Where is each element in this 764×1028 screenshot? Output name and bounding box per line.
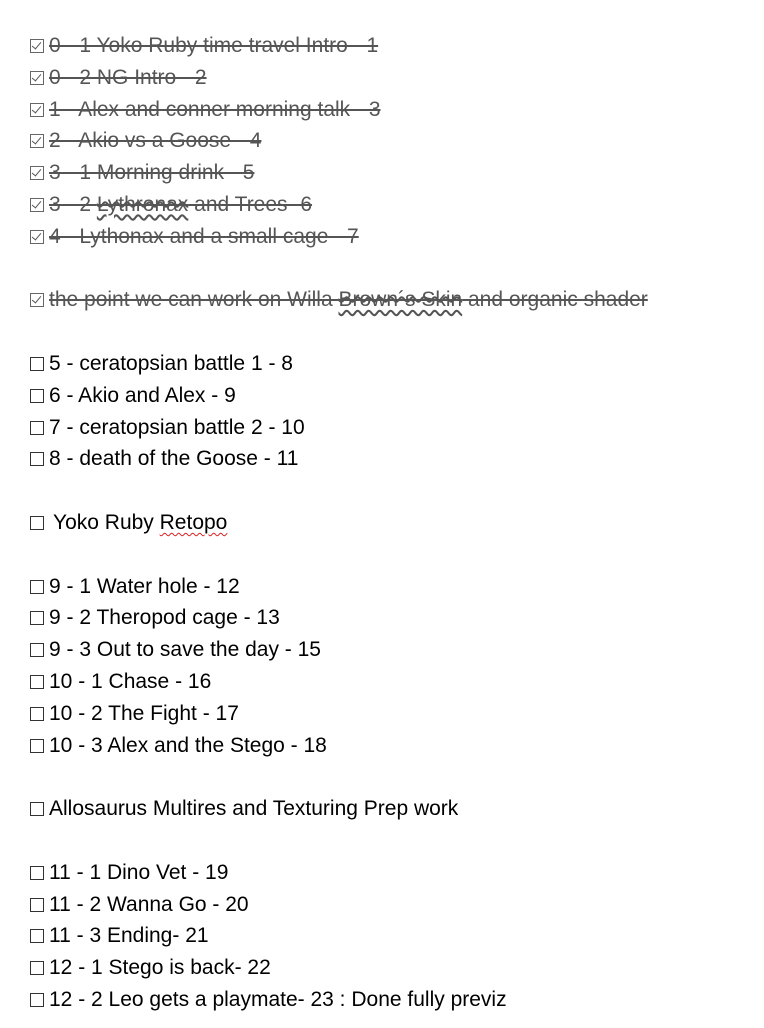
checklist-item-text [49,797,458,820]
unchecked-checkbox-icon[interactable] [30,929,44,943]
unchecked-checkbox-icon[interactable] [30,516,44,530]
spellcheck-flagged-word: Lythronax [96,192,189,216]
checklist-item-text [49,193,312,216]
text-run: the point we can work on Willa [49,288,339,312]
text-run: 3 - 2 [49,192,97,216]
text-run: 1 - Alex and conner morning talk - 3 [49,97,381,121]
checked-checkbox-icon[interactable] [30,39,44,53]
unchecked-checkbox-icon[interactable] [30,739,44,753]
checked-checkbox-icon[interactable] [30,134,44,148]
checklist-item [30,507,760,539]
checklist-item [30,62,760,94]
checked-checkbox-icon[interactable] [30,198,44,212]
unchecked-checkbox-icon[interactable] [30,866,44,880]
checklist-item [30,189,760,221]
checklist-item [30,952,760,984]
checklist-item-text [49,861,228,884]
text-run: 12 - 1 Stego is back- 22 [49,956,271,980]
checklist-document [30,30,760,1016]
text-run: 0 - 1 Yoko Ruby time travel Intro - 1 [49,34,379,57]
checklist-item [30,221,760,253]
checklist-item-text [49,956,271,979]
checked-checkbox-icon[interactable] [30,103,44,117]
checklist-item-text [49,924,209,947]
text-run: 9 - 1 Water hole - 12 [49,574,240,598]
checklist-item-text [49,384,236,407]
text-run: 10 - 3 Alex and the Stego - 18 [49,733,327,757]
blank-line [30,825,760,857]
text-run: 11 - 1 Dino Vet - 19 [49,860,229,884]
checklist-item [30,698,760,730]
checklist-item-text [49,575,240,598]
unchecked-checkbox-icon[interactable] [30,357,44,371]
checklist-item-text [49,988,507,1011]
checklist-item [30,889,760,921]
checklist-item [30,125,760,157]
checklist-item-text [49,638,321,661]
checklist-item [30,730,760,762]
text-run: 12 - 2 Leo gets a playmate- 23 : Done fully previz [49,987,507,1011]
checklist-item-text [49,34,378,57]
unchecked-checkbox-icon[interactable] [30,580,44,594]
checklist-item-text [49,416,305,439]
text-run: Yoko Ruby [53,510,160,534]
checklist-item [30,571,760,603]
unchecked-checkbox-icon[interactable] [30,898,44,912]
checklist-item-text [49,702,239,725]
checklist-item-text [53,511,227,534]
text-run: 11 - 3 Ending- 21 [49,924,209,948]
checklist-item-text [49,670,211,693]
checklist-item [30,793,760,825]
text-run: 0 - 2 NG Intro - 2 [49,65,207,89]
text-run: 2 - Akio vs a Goose - 4 [49,129,262,153]
checklist-item-text [49,447,298,470]
checklist-item [30,30,760,62]
unchecked-checkbox-icon[interactable] [30,961,44,975]
checklist-item [30,94,760,126]
checked-checkbox-icon[interactable] [30,293,44,307]
unchecked-checkbox-icon[interactable] [30,389,44,403]
text-run: 5 - ceratopsian battle 1 - 8 [49,351,293,375]
checklist-item-text [49,734,327,757]
checklist-item [30,284,760,316]
checklist-item-text [49,225,359,248]
text-run: 3 - 1 Morning drink - 5 [49,161,255,185]
checked-checkbox-icon[interactable] [30,166,44,180]
spellcheck-flagged-word: Brown´s Skin [338,288,463,312]
checklist-item [30,634,760,666]
unchecked-checkbox-icon[interactable] [30,675,44,689]
text-run: and organic shader [462,288,648,312]
checklist-item-text [49,893,249,916]
checklist-item [30,920,760,952]
text-run: 10 - 1 Chase - 16 [49,669,212,693]
blank-line [30,539,760,571]
checklist-item-text [49,352,293,375]
checklist-item-text [49,161,254,184]
checklist-item [30,984,760,1016]
unchecked-checkbox-icon[interactable] [30,802,44,816]
checklist-item [30,443,760,475]
checklist-item-text [49,288,648,311]
checklist-item [30,666,760,698]
checklist-item [30,602,760,634]
text-run: Allosaurus Multires and Texturing Prep work [49,797,459,821]
unchecked-checkbox-icon[interactable] [30,643,44,657]
blank-line [30,761,760,793]
checked-checkbox-icon[interactable] [30,230,44,244]
blank-line [30,253,760,285]
text-run: 9 - 3 Out to save the day - 15 [49,638,321,662]
checklist-item [30,157,760,189]
checked-checkbox-icon[interactable] [30,71,44,85]
text-run: 9 - 2 Theropod cage - 13 [49,606,280,630]
text-run: and Trees- 6 [188,192,313,216]
blank-line [30,475,760,507]
checklist-item [30,380,760,412]
text-run: 4 - Lythonax and a small cage - 7 [49,224,359,248]
checklist-item-text [49,98,381,121]
text-run: 8 - death of the Goose - 11 [49,447,299,471]
spellcheck-flagged-word: Retopo [159,510,228,534]
checklist-item [30,412,760,444]
unchecked-checkbox-icon[interactable] [30,421,44,435]
text-run: 6 - Akio and Alex - 9 [49,383,236,407]
unchecked-checkbox-icon[interactable] [30,611,44,625]
checklist-item-text [49,129,261,152]
text-run: 7 - ceratopsian battle 2 - 10 [49,415,305,439]
checklist-item-text [49,66,207,89]
checklist-item [30,348,760,380]
unchecked-checkbox-icon[interactable] [30,707,44,721]
unchecked-checkbox-icon[interactable] [30,452,44,466]
text-run: 10 - 2 The Fight - 17 [49,701,239,725]
checklist-item-text [49,606,280,629]
text-run: 11 - 2 Wanna Go - 20 [49,892,249,916]
blank-line [30,316,760,348]
unchecked-checkbox-icon[interactable] [30,993,44,1007]
checklist-item [30,857,760,889]
